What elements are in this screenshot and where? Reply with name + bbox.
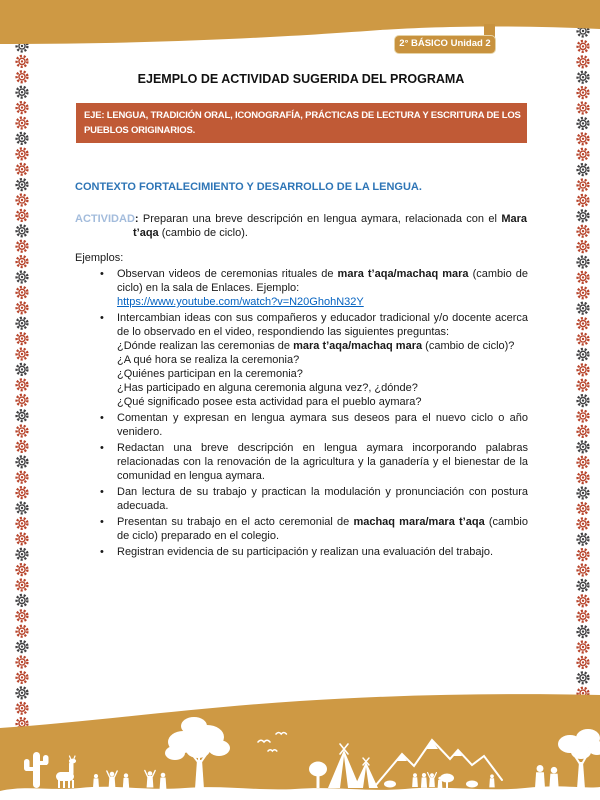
aymara-rosette-icon xyxy=(17,148,28,159)
text-run: ¿Qué significado posee esta actividad para el pueblo aymara? xyxy=(117,396,422,408)
aymara-rosette-icon xyxy=(578,411,589,422)
aymara-rosette-icon xyxy=(17,472,28,483)
aymara-rosette-icon xyxy=(578,180,589,191)
aymara-rosette-icon xyxy=(578,272,589,283)
aymara-rosette-icon xyxy=(578,441,589,452)
eje-banner-line2: PUEBLOS ORIGINARIOS. xyxy=(84,125,196,136)
aymara-rosette-icon xyxy=(578,642,589,653)
bold-term: Mara t’aqa xyxy=(133,213,527,239)
aymara-rosette-icon xyxy=(17,71,28,82)
aymara-rosette-icon xyxy=(578,657,589,668)
eje-banner xyxy=(76,103,527,143)
aymara-rosette-icon xyxy=(578,72,589,83)
youtube-link[interactable]: https://www.youtube.com/watch?v=N20GhohN32Y xyxy=(117,296,364,308)
aymara-rosette-icon xyxy=(17,549,28,560)
example-item xyxy=(117,545,528,559)
aymara-rosette-icon xyxy=(17,241,28,252)
text-run: ¿A qué hora se realiza la ceremonia? xyxy=(117,354,300,366)
aymara-rosette-icon xyxy=(17,456,28,467)
examples-list xyxy=(75,267,528,561)
aymara-rosette-icon xyxy=(17,610,28,621)
example-item xyxy=(117,485,528,513)
aymara-rosette-icon xyxy=(17,256,28,267)
text-run: Preparan una breve descripción en lengua aymara, relacionada con el xyxy=(142,213,502,225)
activity-label: ACTIVIDAD xyxy=(75,213,135,225)
aymara-rosette-icon xyxy=(17,595,28,606)
aymara-rosette-icon xyxy=(578,226,589,237)
aymara-rosette-icon xyxy=(578,210,589,221)
aymara-rosette-icon xyxy=(17,302,28,313)
text-run: Registran evidencia de su participación y realizan una evaluación del trabajo. xyxy=(117,546,494,558)
aymara-rosette-icon xyxy=(578,349,589,360)
aymara-rosette-icon xyxy=(578,611,589,622)
text-run: (cambio de ciclo). xyxy=(158,227,248,239)
text-run: Observan videos de ceremonias rituales de xyxy=(117,268,338,280)
unit-badge: 2° BÁSICO Unidad 2 xyxy=(394,35,496,54)
aymara-rosette-icon xyxy=(578,595,589,606)
bottom-illustration xyxy=(0,692,600,800)
aymara-rosette-icon xyxy=(17,349,28,360)
text-run: ¿Dónde realizan las ceremonias de xyxy=(117,340,294,352)
aymara-rosette-icon xyxy=(578,195,589,206)
aymara-rosette-icon xyxy=(578,103,589,114)
aymara-rosette-icon xyxy=(578,580,589,591)
aymara-rosette-icon xyxy=(17,641,28,652)
example-item xyxy=(117,515,528,543)
examples-label: Ejemplos: xyxy=(75,252,124,264)
aymara-rosette-icon xyxy=(578,534,589,545)
activity-text xyxy=(133,213,527,239)
aymara-rosette-icon xyxy=(17,487,28,498)
text-run: (cambio de ciclo) preparado en el colegio. xyxy=(117,516,528,542)
aymara-rosette-icon xyxy=(17,287,28,298)
aymara-rosette-icon xyxy=(17,580,28,591)
aymara-rosette-icon xyxy=(17,503,28,514)
text-run: Comentan y expresan en lengua aymara sus deseos para el nuevo ciclo o año venidero. xyxy=(117,412,528,438)
aymara-rosette-icon xyxy=(578,87,589,98)
aymara-rosette-icon xyxy=(578,118,589,129)
example-item xyxy=(117,441,528,483)
aymara-rosette-icon xyxy=(17,441,28,452)
aymara-rosette-icon xyxy=(17,118,28,129)
aymara-rosette-icon xyxy=(578,164,589,175)
aymara-rosette-icon xyxy=(17,102,28,113)
text-run: Redactan una breve descripción en lengua aymara incorporando palabras relacionadas con la renovación de la agricultura y la ganadería y el bienestar de la comunidad en lengua aymara. xyxy=(117,442,528,482)
text-run: ¿Quiénes participan en la ceremonia? xyxy=(117,368,303,380)
aymara-rosette-icon xyxy=(17,626,28,637)
aymara-rosette-icon xyxy=(578,303,589,314)
eje-banner-line1: EJE: LENGUA, TRADICIÓN ORAL, ICONOGRAFÍA, PRÁCTICAS DE LECTURA Y ESCRITURA DE LOS xyxy=(84,110,521,121)
text-run: Intercambian ideas con sus compañeros y educador tradicional y/o docente acerca de lo observado en el video, respondiendo las siguientes preguntas: xyxy=(117,312,528,338)
aymara-rosette-icon xyxy=(578,364,589,375)
example-item xyxy=(117,311,528,409)
aymara-rosette-icon xyxy=(17,410,28,421)
text-run: ¿Has participado en alguna ceremonia alguna vez?, ¿dónde? xyxy=(117,382,418,394)
aymara-rosette-icon xyxy=(17,164,28,175)
text-run: (cambio de ciclo)? xyxy=(422,340,515,352)
header-wave-band xyxy=(0,0,600,62)
aymara-rosette-icon xyxy=(578,380,589,391)
context-heading: CONTEXTO FORTALECIMIENTO Y DESARROLLO DE LA LENGUA. xyxy=(75,181,422,193)
aymara-rosette-icon xyxy=(17,564,28,575)
aymara-rosette-icon xyxy=(578,565,589,576)
aymara-rosette-icon xyxy=(17,379,28,390)
aymara-rosette-icon xyxy=(17,272,28,283)
aymara-rosette-icon xyxy=(17,395,28,406)
aymara-rosette-icon xyxy=(578,549,589,560)
aymara-rosette-icon xyxy=(578,457,589,468)
activity-paragraph xyxy=(75,212,527,240)
aymara-rosette-icon xyxy=(578,149,589,160)
example-item xyxy=(117,411,528,439)
text-run: (cambio de ciclo) en la sala de Enlaces. Ejemplo: xyxy=(117,268,528,294)
aymara-rosette-icon xyxy=(578,503,589,514)
aymara-rosette-icon xyxy=(578,334,589,345)
aymara-rosette-icon xyxy=(17,195,28,206)
bold-term: mara t’aqa/machaq mara xyxy=(293,340,423,352)
activity-colon: : xyxy=(134,213,143,225)
aymara-rosette-icon xyxy=(17,87,28,98)
bold-term: machaq mara/mara t’aqa xyxy=(353,516,485,528)
aymara-rosette-icon xyxy=(17,533,28,544)
aymara-rosette-icon xyxy=(578,626,589,637)
aymara-rosette-icon xyxy=(578,257,589,268)
aymara-rosette-icon xyxy=(578,518,589,529)
aymara-rosette-icon xyxy=(17,179,28,190)
page-title: EJEMPLO DE ACTIVIDAD SUGERIDA DEL PROGRAMA xyxy=(137,72,465,86)
aymara-rosette-icon xyxy=(17,225,28,236)
aymara-rosette-icon xyxy=(578,133,589,144)
aymara-rosette-icon xyxy=(17,133,28,144)
aymara-rosette-icon xyxy=(17,333,28,344)
aymara-rosette-icon xyxy=(578,395,589,406)
aymara-rosette-icon xyxy=(578,287,589,298)
aymara-rosette-icon xyxy=(17,364,28,375)
aymara-rosette-icon xyxy=(17,426,28,437)
bottom-wave xyxy=(0,694,600,800)
aymara-rosette-icon xyxy=(578,488,589,499)
aymara-rosette-icon xyxy=(578,241,589,252)
aymara-rosette-icon xyxy=(578,472,589,483)
aymara-rosette-icon xyxy=(17,672,28,683)
aymara-rosette-icon xyxy=(17,518,28,529)
bold-term: mara t’aqa/machaq mara xyxy=(337,268,469,280)
aymara-rosette-icon xyxy=(17,210,28,221)
aymara-rosette-icon xyxy=(578,672,589,683)
aymara-rosette-icon xyxy=(17,657,28,668)
text-run: Presentan su trabajo en el acto ceremonial de xyxy=(117,516,354,528)
example-item xyxy=(117,267,528,309)
aymara-rosette-icon xyxy=(578,318,589,329)
aymara-rosette-icon xyxy=(17,318,28,329)
text-run: Dan lectura de su trabajo y practican la modulación y pronunciación con postura adecuada. xyxy=(117,486,528,512)
aymara-rosette-icon xyxy=(578,426,589,437)
